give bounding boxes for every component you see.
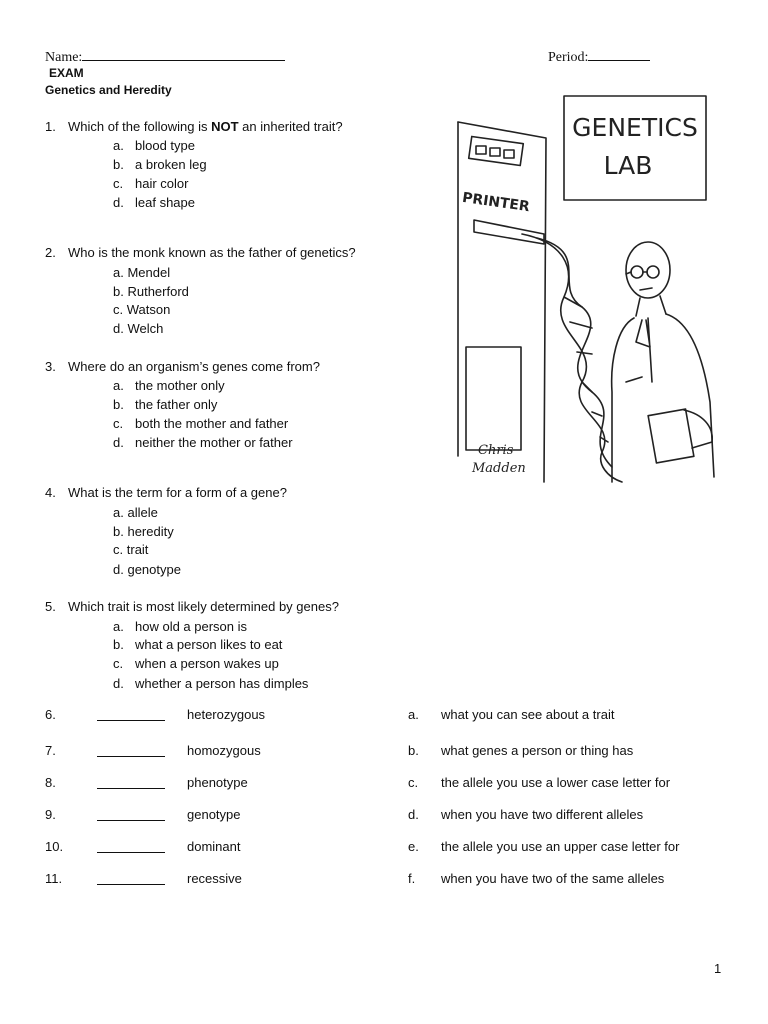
option-2c[interactable]: c. Watson — [113, 302, 171, 317]
matching-row-11 — [45, 871, 745, 889]
matching-definition: when you have two of the same alleles — [441, 871, 665, 886]
question-number: 3. — [45, 359, 56, 374]
option-1c[interactable]: c. hair color — [113, 176, 189, 191]
printer-slot — [474, 220, 544, 244]
period-field[interactable] — [548, 48, 650, 66]
matching-definition: what genes a person or thing has — [441, 743, 634, 758]
option-1d[interactable]: d. leaf shape — [113, 195, 195, 210]
question-text: Who is the monk known as the father of genetics? — [68, 245, 356, 260]
period-label: Period: — [548, 50, 589, 65]
matching-number: 10. — [45, 839, 64, 854]
question-emphasis: NOT — [211, 119, 239, 134]
option-2a[interactable]: a. Mendel — [113, 265, 171, 280]
matching-row-6 — [45, 707, 745, 725]
printer-label: PRINTER — [461, 189, 531, 216]
genetics-lab-sign — [564, 96, 706, 200]
option-1b[interactable]: b. a broken leg — [113, 157, 207, 172]
dna-helix — [522, 234, 622, 482]
option-3d[interactable]: d. neither the mother or father — [113, 435, 293, 450]
question-number: 1. — [45, 119, 56, 134]
matching-letter: b. — [408, 743, 419, 758]
question-4 — [45, 485, 287, 500]
matching-row-10 — [45, 839, 745, 857]
question-3 — [45, 359, 320, 374]
name-label: Name: — [45, 50, 83, 65]
option-4d[interactable]: d. genotype — [113, 562, 181, 577]
option-2d[interactable]: d. Welch — [113, 321, 164, 336]
sign-text-line2: LAB — [603, 151, 653, 180]
question-1 — [45, 119, 343, 134]
matching-letter: e. — [408, 839, 419, 854]
answer-blank[interactable] — [97, 743, 165, 757]
answer-blank[interactable] — [97, 775, 165, 789]
period-line[interactable] — [588, 48, 650, 61]
question-text-end: an inherited trait? — [238, 119, 343, 134]
question-text: Which trait is most likely determined by genes? — [68, 599, 339, 614]
name-line[interactable] — [82, 48, 285, 61]
cabinet-door — [466, 347, 521, 450]
name-field[interactable] — [45, 48, 285, 66]
question-text: What is the term for a form of a gene? — [68, 485, 287, 500]
option-5c[interactable]: c. when a person wakes up — [113, 656, 279, 671]
artist-signature-line1: Chris — [478, 443, 514, 458]
question-text: Which of the following is — [68, 119, 212, 134]
matching-definition: when you have two different alleles — [441, 807, 644, 822]
subject-title: Genetics and Heredity — [45, 83, 172, 97]
question-number: 4. — [45, 485, 56, 500]
option-1a[interactable]: a. blood type — [113, 138, 195, 153]
option-3b[interactable]: b. the father only — [113, 397, 218, 412]
matching-row-9 — [45, 807, 745, 825]
sign-text-line1: GENETICS — [572, 113, 698, 142]
matching-number: 6. — [45, 707, 56, 722]
matching-number: 7. — [45, 743, 56, 758]
matching-term: heterozygous — [187, 707, 266, 722]
matching-term: homozygous — [187, 743, 261, 758]
matching-definition: what you can see about a trait — [441, 707, 615, 722]
answer-blank[interactable] — [97, 871, 165, 885]
matching-letter: c. — [408, 775, 419, 790]
glasses-icon — [631, 266, 643, 278]
matching-letter: a. — [408, 707, 419, 722]
option-5b[interactable]: b. what a person likes to eat — [113, 637, 283, 652]
matching-letter: f. — [408, 871, 416, 886]
option-4a[interactable]: a. allele — [113, 505, 158, 520]
option-3c[interactable]: c. both the mother and father — [113, 416, 289, 431]
exam-label: EXAM — [49, 66, 84, 80]
matching-number: 9. — [45, 807, 56, 822]
page-number: 1 — [714, 961, 722, 976]
matching-term: genotype — [187, 807, 241, 822]
option-5d[interactable]: d. whether a person has dimples — [113, 676, 309, 691]
matching-number: 8. — [45, 775, 56, 790]
question-2 — [45, 245, 356, 260]
matching-letter: d. — [408, 807, 419, 822]
option-4c[interactable]: c. trait — [113, 542, 149, 557]
answer-blank[interactable] — [97, 839, 165, 853]
question-number: 2. — [45, 245, 56, 260]
matching-term: recessive — [187, 871, 242, 886]
option-5a[interactable]: a. how old a person is — [113, 619, 248, 634]
matching-row-8 — [45, 775, 745, 793]
option-3a[interactable]: a. the mother only — [113, 378, 225, 393]
matching-term: dominant — [187, 839, 241, 854]
matching-definition: the allele you use a lower case letter for — [441, 775, 671, 790]
option-2b[interactable]: b. Rutherford — [113, 284, 189, 299]
question-5 — [45, 599, 339, 614]
machine-outline — [458, 122, 546, 482]
control-panel — [469, 136, 524, 165]
clipboard-icon — [648, 409, 694, 463]
question-text: Where do an organism’s genes come from? — [68, 359, 320, 374]
answer-blank[interactable] — [97, 807, 165, 821]
artist-signature-line2: Madden — [472, 461, 526, 476]
question-number: 5. — [45, 599, 56, 614]
matching-row-7 — [45, 743, 745, 761]
matching-term: phenotype — [187, 775, 248, 790]
matching-definition: the allele you use an upper case letter for — [441, 839, 680, 854]
matching-number: 11. — [45, 871, 63, 886]
scientist-figure — [612, 242, 714, 482]
answer-blank[interactable] — [97, 707, 165, 721]
option-4b[interactable]: b. heredity — [113, 524, 174, 539]
genetics-lab-cartoon — [452, 92, 752, 487]
